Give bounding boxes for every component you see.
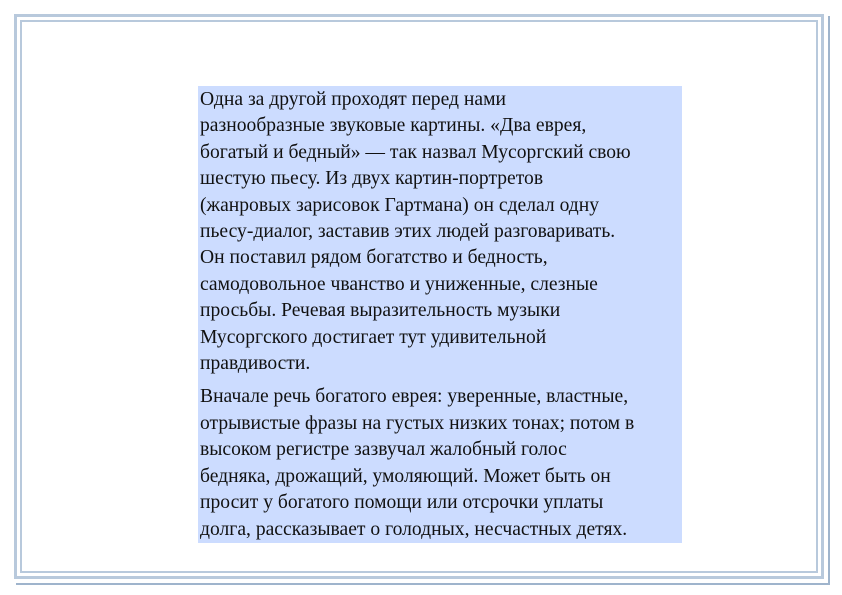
paragraph-1: Одна за другой проходят перед нами разнообразные звуковые картины. «Два еврея, богатый и бедный» — так назвал Мусоргский свою шестую пьесу. Из двух картин-портретов (жанровых зарисовок Гартмана) он сделал одну пьесу-диалог, заставив этих людей разговаривать. Он поставил рядом богатство и бедность, самодовольное чванство и униженные, слезные просьбы. Речевая выразительность музыки Мусоргского достигает тут удивительной правдивости.	[200, 89, 631, 375]
text-block	[198, 86, 682, 543]
paragraph-2: Вначале речь богатого еврея: уверенные, властные, отрывистые фразы на густых низких тонах; потом в высоком регистре зазвучал жалобный голос бедняка, дрожащий, умоляющий. Может быть он просит у богатого помощи или отсрочки уплаты долга, рассказывает о голодных, несчастных детях.	[200, 386, 635, 540]
